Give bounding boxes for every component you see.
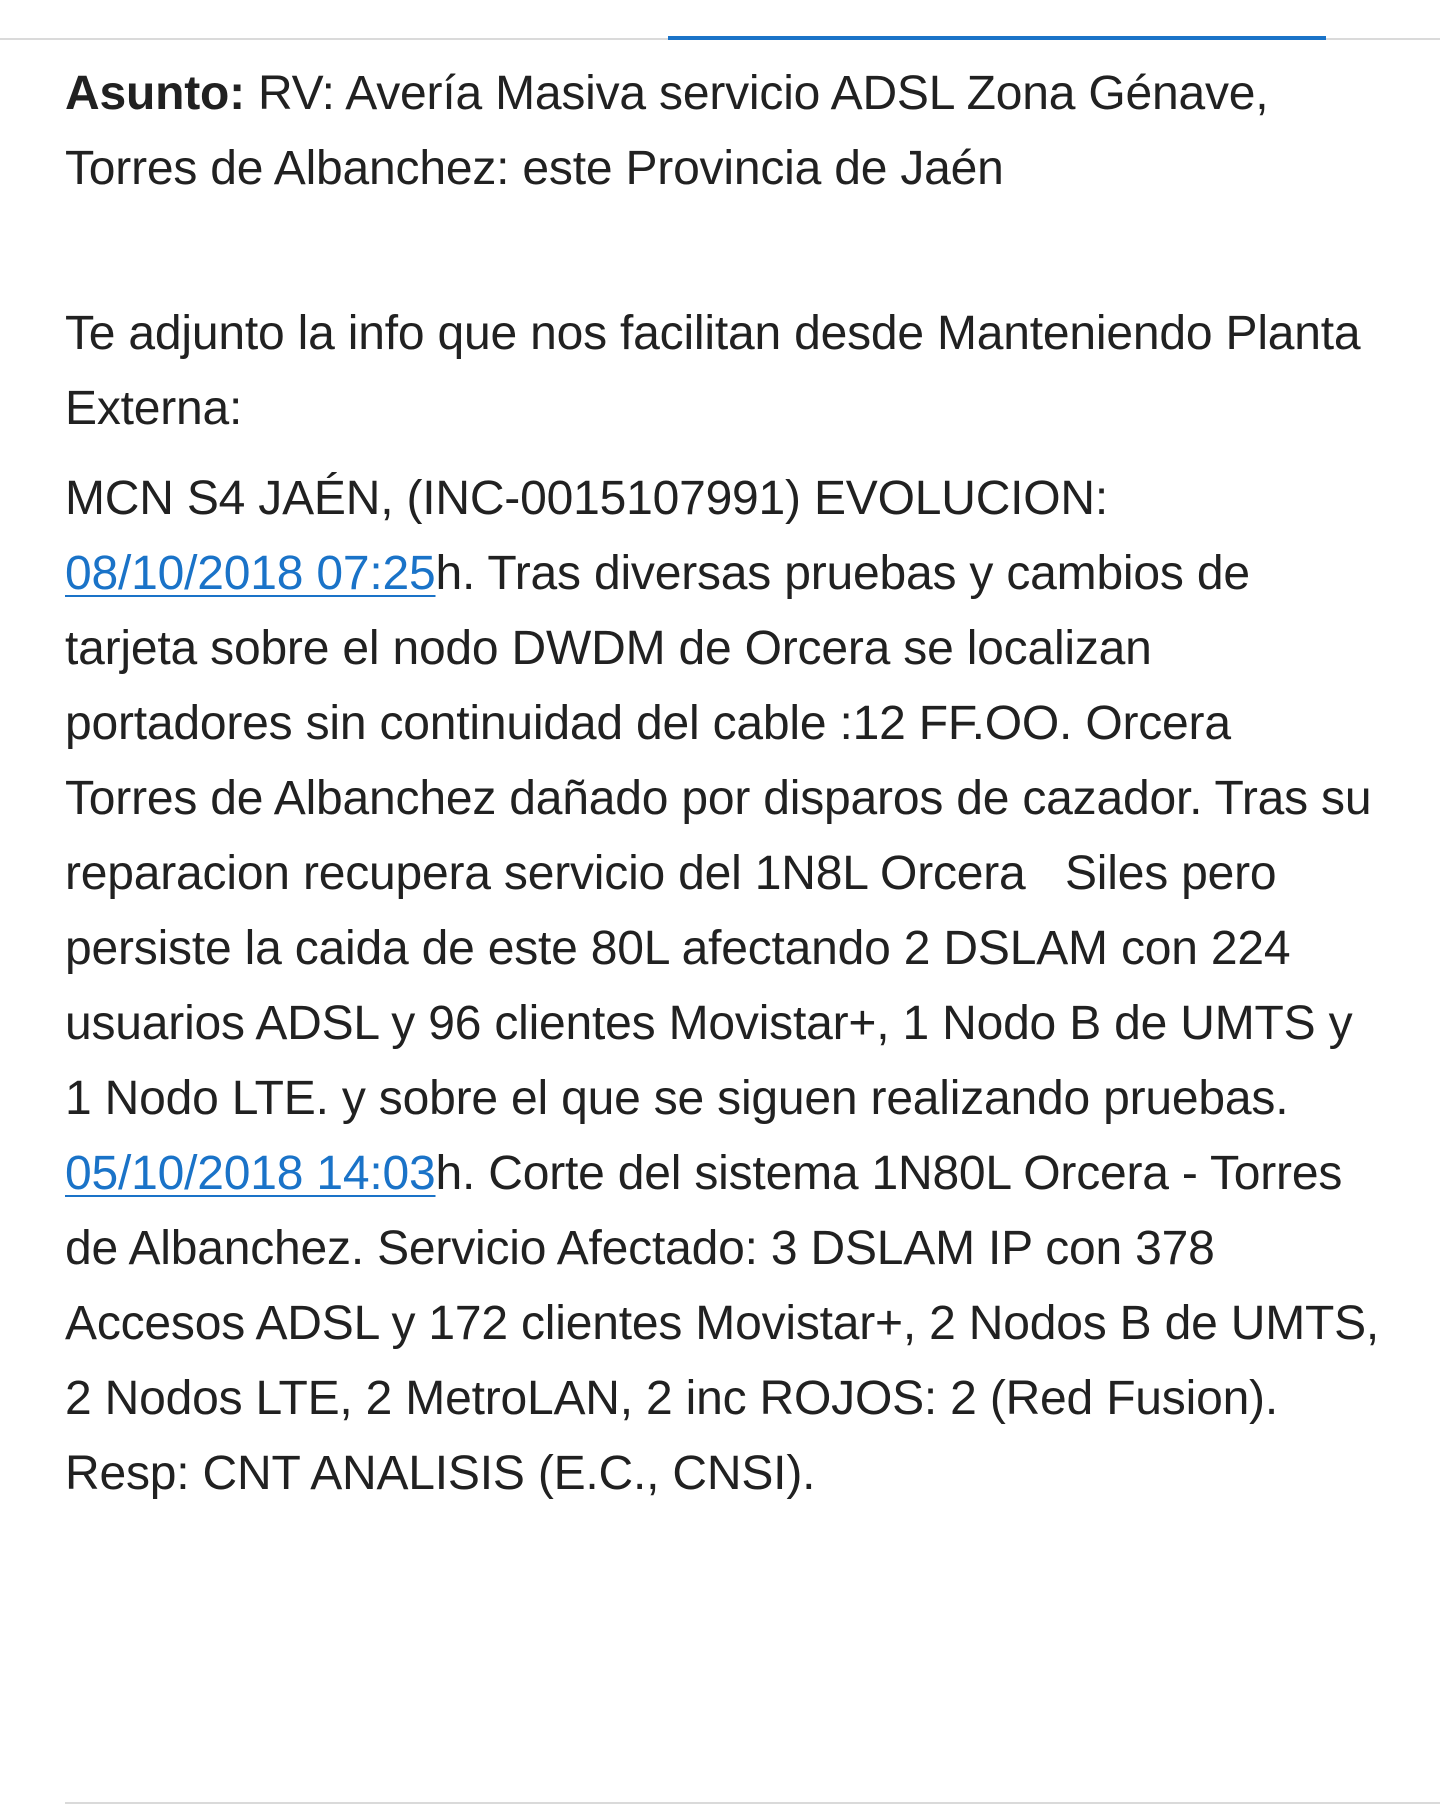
bottom-divider xyxy=(65,1802,1440,1804)
intro-paragraph: Te adjunto la info que nos facilitan desde Manteniendo Planta Externa: xyxy=(65,307,1361,435)
truncated-link-underline[interactable] xyxy=(668,32,1326,40)
subject-label: Asunto: xyxy=(65,67,245,120)
update-entry-2 xyxy=(65,1136,1393,1511)
incident-report xyxy=(65,461,1393,1511)
spacer xyxy=(65,206,1385,296)
email-subject xyxy=(65,56,1385,206)
update-text-1: h. Tras diversas pruebas y cambios de tarjeta sobre el nodo DWDM de Orcera se localizan portadores sin continuidad del cable :12 FF.OO. Orcera Torres de Albanchez dañado por disparos de cazador. Tras su reparacion recupera servicio del 1N8L Orcera Siles pero persiste la caida de este 80L afectando 2 DSLAM con 224 usuarios ADSL y 96 clientes Movistar+, 1 Nodo B de UMTS y 1 Nodo LTE. y sobre el que se siguen realizando pruebas. xyxy=(65,547,1385,1125)
subject-text: RV: Avería Masiva servicio ADSL Zona Génave, Torres de Albanchez: este Provincia de Jaén xyxy=(65,67,1269,195)
timestamp-link-2[interactable]: 05/10/2018 14:03 xyxy=(65,1147,436,1200)
timestamp-link-1[interactable]: 08/10/2018 07:25 xyxy=(65,547,436,600)
incident-header: MCN S4 JAÉN, (INC-0015107991) EVOLUCION: xyxy=(65,472,1109,525)
update-text-2: h. Corte del sistema 1N80L Orcera - Torres de Albanchez. Servicio Afectado: 3 DSLAM IP con 378 Accesos ADSL y 172 clientes Movistar+, 2 Nodos B de UMTS, 2 Nodos LTE, 2 MetroLAN, 2 inc ROJOS: 2 (Red Fusion). Resp: CNT ANALISIS (E.C., CNSI). xyxy=(65,1147,1393,1500)
update-entry-1 xyxy=(65,536,1385,1136)
email-body xyxy=(65,56,1393,1511)
